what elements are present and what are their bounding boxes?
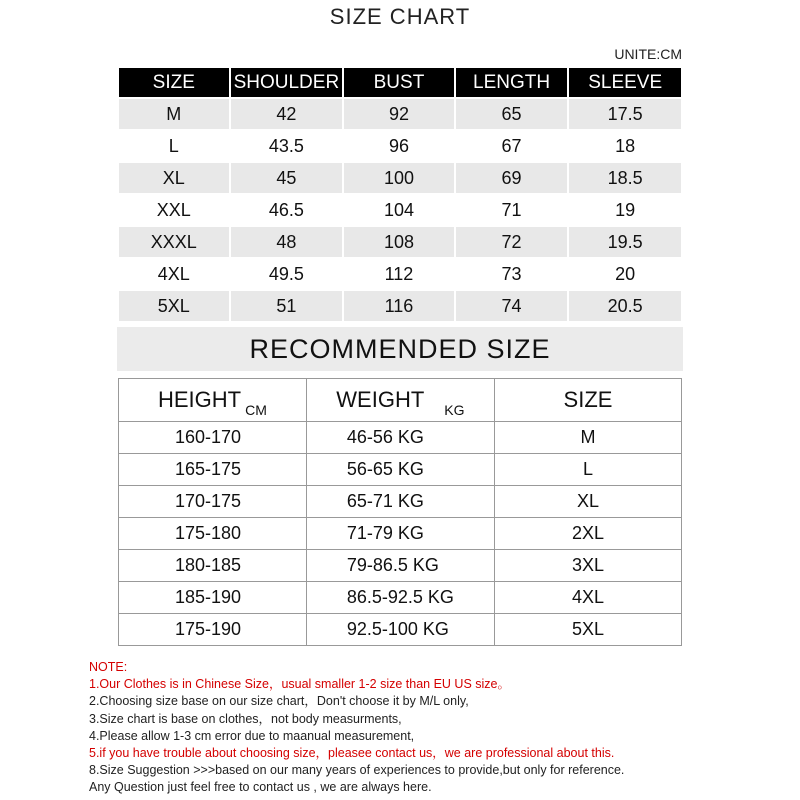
recommended-row xyxy=(119,486,682,518)
size-chart-row xyxy=(119,131,681,161)
size-chart-cell: 49.5 xyxy=(231,259,343,289)
recommended-row xyxy=(119,422,682,454)
size-chart-row xyxy=(119,227,681,257)
note-line: 4.Please allow 1-3 cm error due to maanual measurement, xyxy=(89,728,415,743)
size-chart-cell: 112 xyxy=(344,259,454,289)
height-header xyxy=(119,379,307,422)
page-title: SIZE CHART xyxy=(329,4,471,29)
size-chart-cell: 108 xyxy=(344,227,454,257)
size-chart-cell: 4XL xyxy=(119,259,229,289)
note-line: Any Question just feel free to contact us , we are always here. xyxy=(89,780,432,795)
recommended-size-title: RECOMMENDED SIZE xyxy=(117,327,683,371)
recommended-cell: 175-190 xyxy=(119,614,307,646)
size-chart-cell: 116 xyxy=(344,291,454,321)
size-chart-cell: 18 xyxy=(569,131,681,161)
size-header: SIZE xyxy=(119,68,229,97)
recommended-size-table xyxy=(118,378,682,646)
note-line: 8.Size Suggestion >>>based on our many years of experiences to provide,but only for reference. xyxy=(89,763,625,778)
size-chart-cell: 92 xyxy=(344,99,454,129)
rec-size-header xyxy=(494,379,681,422)
notes-section xyxy=(89,659,789,797)
note-line: 5.if you have trouble about choosing size，pleasee contact us，we are professional about this. xyxy=(89,746,615,761)
size-chart-cell: L xyxy=(119,131,229,161)
recommended-row xyxy=(119,518,682,550)
size-chart-cell: 51 xyxy=(231,291,343,321)
recommended-cell: 92.5-100 KG xyxy=(306,614,494,646)
size-chart-row xyxy=(119,195,681,225)
size-chart-cell: 42 xyxy=(231,99,343,129)
size-chart-row xyxy=(119,259,681,289)
size-chart-row xyxy=(119,163,681,193)
recommended-cell: 160-170 xyxy=(119,422,307,454)
size-chart-cell: 20 xyxy=(569,259,681,289)
weight-header-label: WEIGHT xyxy=(336,387,425,412)
size-chart-cell: 17.5 xyxy=(569,99,681,129)
recommended-cell: XL xyxy=(494,486,681,518)
size-chart-cell: 20.5 xyxy=(569,291,681,321)
bust-header: BUST xyxy=(344,68,454,97)
recommended-cell: 4XL xyxy=(494,582,681,614)
size-chart-table xyxy=(117,66,683,323)
length-header: LENGTH xyxy=(456,68,568,97)
recommended-cell: 175-180 xyxy=(119,518,307,550)
recommended-cell: 79-86.5 KG xyxy=(306,550,494,582)
recommended-cell: 2XL xyxy=(494,518,681,550)
size-chart-cell: 46.5 xyxy=(231,195,343,225)
recommended-cell: 46-56 KG xyxy=(306,422,494,454)
size-chart-cell: 104 xyxy=(344,195,454,225)
recommended-header-row xyxy=(119,379,682,422)
size-chart-row xyxy=(119,99,681,129)
size-chart-cell: 100 xyxy=(344,163,454,193)
recommended-row xyxy=(119,454,682,486)
recommended-row xyxy=(119,582,682,614)
size-chart-cell: 19.5 xyxy=(569,227,681,257)
height-header-label: HEIGHT xyxy=(157,387,242,412)
size-chart-cell: 72 xyxy=(456,227,568,257)
weight-unit: KG xyxy=(444,402,465,418)
recommended-cell: 65-71 KG xyxy=(306,486,494,518)
recommended-cell: 185-190 xyxy=(119,582,307,614)
recommended-cell: 56-65 KG xyxy=(306,454,494,486)
note-line: 1.Our Clothes is in Chinese Size，usual smaller 1-2 size than EU US size。 xyxy=(89,677,511,692)
recommended-cell: 180-185 xyxy=(119,550,307,582)
size-chart-cell: 43.5 xyxy=(231,131,343,161)
recommended-cell: 165-175 xyxy=(119,454,307,486)
size-chart-cell: 74 xyxy=(456,291,568,321)
recommended-cell: L xyxy=(494,454,681,486)
size-chart-cell: XXL xyxy=(119,195,229,225)
size-chart-cell: 71 xyxy=(456,195,568,225)
recommended-cell: 5XL xyxy=(494,614,681,646)
note-heading: NOTE: xyxy=(89,660,128,674)
size-chart-cell: 65 xyxy=(456,99,568,129)
unit-label: UNITE:CM xyxy=(614,46,682,62)
size-chart-cell: 48 xyxy=(231,227,343,257)
size-chart-cell: 5XL xyxy=(119,291,229,321)
size-chart-cell: 96 xyxy=(344,131,454,161)
recommended-cell: 170-175 xyxy=(119,486,307,518)
recommended-cell: 3XL xyxy=(494,550,681,582)
size-chart-cell: 69 xyxy=(456,163,568,193)
size-chart-header-row xyxy=(119,68,681,97)
recommended-cell: 86.5-92.5 KG xyxy=(306,582,494,614)
recommended-row xyxy=(119,550,682,582)
shoulder-header: SHOULDER xyxy=(231,68,343,97)
size-chart-cell: 19 xyxy=(569,195,681,225)
sleeve-header: SLEEVE xyxy=(569,68,681,97)
size-chart-cell: XXXL xyxy=(119,227,229,257)
size-chart-cell: 73 xyxy=(456,259,568,289)
note-line: 2.Choosing size base on our size chart，Don't choose it by M/L only, xyxy=(89,694,469,709)
size-chart-cell: 67 xyxy=(456,131,568,161)
size-chart-cell: 18.5 xyxy=(569,163,681,193)
size-chart-row xyxy=(119,291,681,321)
rec-size-header-label: SIZE xyxy=(563,387,613,412)
note-line: 3.Size chart is base on clothes，not body measurments, xyxy=(89,711,402,726)
recommended-row xyxy=(119,614,682,646)
recommended-cell: 71-79 KG xyxy=(306,518,494,550)
height-unit: CM xyxy=(245,402,267,418)
size-chart-cell: M xyxy=(119,99,229,129)
recommended-cell: M xyxy=(494,422,681,454)
size-chart-cell: 45 xyxy=(231,163,343,193)
size-chart-cell: XL xyxy=(119,163,229,193)
weight-header xyxy=(306,379,494,422)
